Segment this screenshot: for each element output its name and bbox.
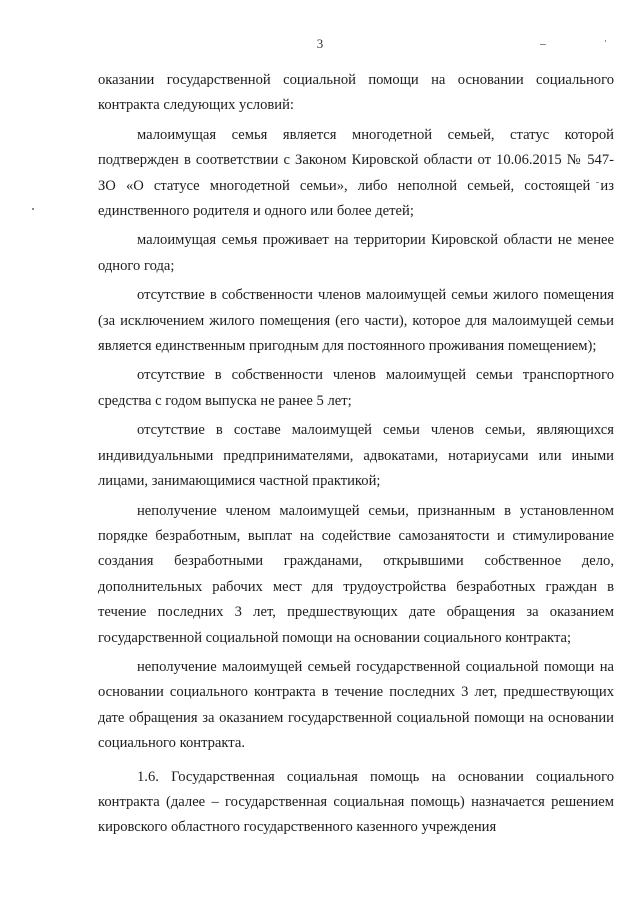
paragraph-condition-prior-assistance: неполучение малоимущей семьей государственной социальной помощи на основании социального контракта в течение последних 3 лет, предшествующих дате обращения за оказанием государственной социальной помощи на основании социального контракта.	[98, 658, 614, 752]
paragraph-condition-housing: отсутствие в собственности членов малоимущей семьи жилого помещения (за исключением жилого помещения (его части), которое для малоимущей семьи является единственным пригодным для постоянного проживания помещением);	[98, 287, 614, 355]
paragraph-condition-large-family: малоимущая семья является многодетной семьей, статус которой подтвержден в соответствии с Законом Кировской области от 10.06.2015 № 547-ЗО «О статусе многодетной семьи», либо неполной семьей, состоящей из единственного родителя и одного или более детей;	[98, 126, 614, 220]
paragraph-condition-vehicle: отсутствие в собственности членов малоимущей семьи транспортного средства с годом выпуска не ранее 5 лет;	[98, 367, 614, 409]
scan-speck	[540, 44, 546, 45]
paragraph-condition-unemployed: неполучение членом малоимущей семьи, признанным в установленном порядке безработным, выплат на содействие самозанятости и стимулирование создания безработными гражданами, открывшими собственное дело, дополнительных рабочих мест для трудоустройства безработных граждан в течение последних 3 лет, предшествующих дате обращения за оказанием государственной социальной помощи на основании социального контракта;	[98, 502, 614, 646]
paragraph-section-1-6: 1.6. Государственная социальная помощь на основании социального контракта (далее – государственная социальная помощь) назначается решением кировского областного государственного казенного учреждения	[98, 768, 614, 836]
paragraph-condition-residence: малоимущая семья проживает на территории Кировской области не менее одного года;	[98, 232, 614, 274]
scan-speck	[605, 40, 606, 42]
paragraph-intro: оказании государственной социальной помощи на основании социального контракта следующих условий:	[98, 72, 614, 114]
page-number: 3	[316, 36, 324, 51]
document-body	[98, 68, 614, 841]
paragraph-condition-entrepreneurs: отсутствие в составе малоимущей семьи членов семьи, являющихся индивидуальными предпринимателями, адвокатами, нотариусами или иными лицами, занимающимися частной практикой;	[98, 422, 614, 490]
scan-speck	[32, 208, 34, 210]
